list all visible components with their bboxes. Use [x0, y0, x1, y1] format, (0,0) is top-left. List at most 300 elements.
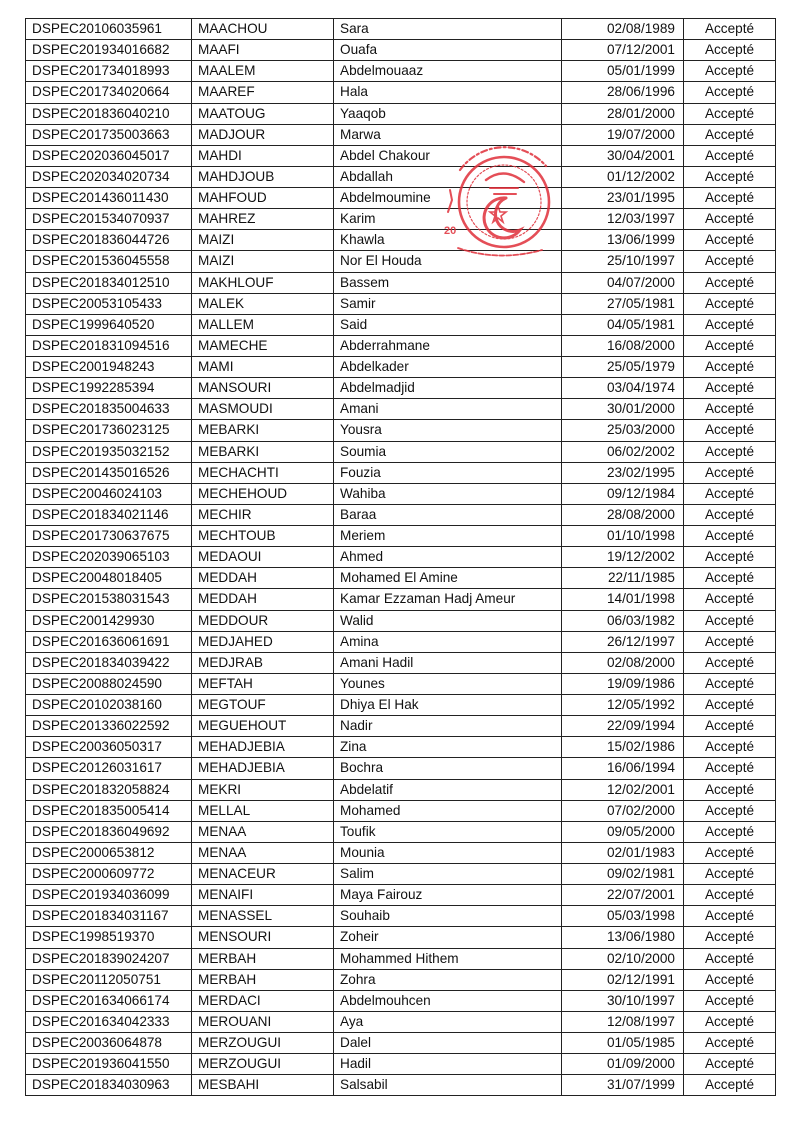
birth-date-cell: 02/01/1983: [562, 842, 684, 863]
candidate-id-cell: DSPEC201536045558: [26, 251, 192, 272]
birth-date-cell: 13/06/1999: [562, 230, 684, 251]
status-cell: Accepté: [684, 462, 776, 483]
birth-date-cell: 02/08/1989: [562, 19, 684, 40]
candidate-id-cell: DSPEC201735003663: [26, 124, 192, 145]
candidate-id-cell: DSPEC20112050751: [26, 969, 192, 990]
status-cell: Accepté: [684, 631, 776, 652]
birth-date-cell: 01/10/1998: [562, 526, 684, 547]
first-name-cell: Mohamed El Amine: [334, 568, 562, 589]
table-row: [26, 441, 776, 462]
first-name-cell: Said: [334, 314, 562, 335]
candidate-id-cell: DSPEC20088024590: [26, 673, 192, 694]
birth-date-cell: 16/08/2000: [562, 335, 684, 356]
status-cell: Accepté: [684, 40, 776, 61]
first-name-cell: Ouafa: [334, 40, 562, 61]
table-row: [26, 335, 776, 356]
table-row: [26, 695, 776, 716]
candidate-id-cell: DSPEC201835005414: [26, 800, 192, 821]
last-name-cell: MAMI: [192, 357, 334, 378]
birth-date-cell: 19/12/2002: [562, 547, 684, 568]
birth-date-cell: 04/05/1981: [562, 314, 684, 335]
last-name-cell: MAIZI: [192, 251, 334, 272]
birth-date-cell: 01/09/2000: [562, 1054, 684, 1075]
first-name-cell: Soumia: [334, 441, 562, 462]
stamp-year-text: 20: [444, 225, 457, 237]
status-cell: Accepté: [684, 293, 776, 314]
status-cell: Accepté: [684, 399, 776, 420]
table-row: [26, 779, 776, 800]
candidate-id-cell: DSPEC2000609772: [26, 864, 192, 885]
status-cell: Accepté: [684, 906, 776, 927]
birth-date-cell: 02/10/2000: [562, 948, 684, 969]
first-name-cell: Salim: [334, 864, 562, 885]
table-row: [26, 124, 776, 145]
table-row: [26, 547, 776, 568]
first-name-cell: Yaaqob: [334, 103, 562, 124]
candidate-id-cell: DSPEC20048018405: [26, 568, 192, 589]
table-row: [26, 483, 776, 504]
first-name-cell: Samir: [334, 293, 562, 314]
status-cell: Accepté: [684, 589, 776, 610]
status-cell: Accepté: [684, 1011, 776, 1032]
first-name-cell: Yousra: [334, 420, 562, 441]
first-name-cell: Nadir: [334, 716, 562, 737]
last-name-cell: MERBAH: [192, 948, 334, 969]
birth-date-cell: 30/04/2001: [562, 145, 684, 166]
last-name-cell: MAHDI: [192, 145, 334, 166]
birth-date-cell: 02/12/1991: [562, 969, 684, 990]
first-name-cell: Zohra: [334, 969, 562, 990]
table-row: [26, 504, 776, 525]
birth-date-cell: 15/02/1986: [562, 737, 684, 758]
birth-date-cell: 12/05/1992: [562, 695, 684, 716]
table-row: [26, 673, 776, 694]
candidate-id-cell: DSPEC202039065103: [26, 547, 192, 568]
birth-date-cell: 12/03/1997: [562, 209, 684, 230]
candidate-id-cell: DSPEC201836044726: [26, 230, 192, 251]
status-cell: Accepté: [684, 990, 776, 1011]
candidate-id-cell: DSPEC201935032152: [26, 441, 192, 462]
status-cell: Accepté: [684, 842, 776, 863]
last-name-cell: MESBAHI: [192, 1075, 334, 1096]
table-row: [26, 19, 776, 40]
table-row: [26, 145, 776, 166]
status-cell: Accepté: [684, 610, 776, 631]
candidate-id-cell: DSPEC201836040210: [26, 103, 192, 124]
status-cell: Accepté: [684, 188, 776, 209]
last-name-cell: MAAFI: [192, 40, 334, 61]
last-name-cell: MEDAOUI: [192, 547, 334, 568]
first-name-cell: Abdelmoumine: [334, 188, 562, 209]
table-row: [26, 821, 776, 842]
candidate-id-cell: DSPEC20126031617: [26, 758, 192, 779]
table-row: [26, 589, 776, 610]
candidate-id-cell: DSPEC20036050317: [26, 737, 192, 758]
first-name-cell: Nor El Houda: [334, 251, 562, 272]
first-name-cell: Amina: [334, 631, 562, 652]
candidate-id-cell: DSPEC201435016526: [26, 462, 192, 483]
status-cell: Accepté: [684, 885, 776, 906]
birth-date-cell: 02/08/2000: [562, 652, 684, 673]
status-cell: Accepté: [684, 716, 776, 737]
last-name-cell: MECHTOUB: [192, 526, 334, 547]
birth-date-cell: 23/02/1995: [562, 462, 684, 483]
birth-date-cell: 01/12/2002: [562, 166, 684, 187]
candidate-id-cell: DSPEC20106035961: [26, 19, 192, 40]
birth-date-cell: 09/12/1984: [562, 483, 684, 504]
table-row: [26, 209, 776, 230]
status-cell: Accepté: [684, 441, 776, 462]
first-name-cell: Fouzia: [334, 462, 562, 483]
status-cell: Accepté: [684, 1075, 776, 1096]
table-row: [26, 166, 776, 187]
last-name-cell: MEGTOUF: [192, 695, 334, 716]
first-name-cell: Amani Hadil: [334, 652, 562, 673]
first-name-cell: Dalel: [334, 1033, 562, 1054]
last-name-cell: MEGUEHOUT: [192, 716, 334, 737]
status-cell: Accepté: [684, 19, 776, 40]
last-name-cell: MALLEM: [192, 314, 334, 335]
first-name-cell: Abdelatif: [334, 779, 562, 800]
birth-date-cell: 31/07/1999: [562, 1075, 684, 1096]
birth-date-cell: 22/07/2001: [562, 885, 684, 906]
status-cell: Accepté: [684, 652, 776, 673]
last-name-cell: MEDDOUR: [192, 610, 334, 631]
last-name-cell: MEDDAH: [192, 568, 334, 589]
first-name-cell: Dhiya El Hak: [334, 695, 562, 716]
first-name-cell: Marwa: [334, 124, 562, 145]
birth-date-cell: 19/07/2000: [562, 124, 684, 145]
last-name-cell: MERDACI: [192, 990, 334, 1011]
birth-date-cell: 22/11/1985: [562, 568, 684, 589]
last-name-cell: MECHIR: [192, 504, 334, 525]
first-name-cell: Meriem: [334, 526, 562, 547]
last-name-cell: MAACHOU: [192, 19, 334, 40]
status-cell: Accepté: [684, 82, 776, 103]
last-name-cell: MENAIFI: [192, 885, 334, 906]
table-row: [26, 357, 776, 378]
first-name-cell: Bochra: [334, 758, 562, 779]
candidate-id-cell: DSPEC201736023125: [26, 420, 192, 441]
status-cell: Accepté: [684, 378, 776, 399]
table-row: [26, 230, 776, 251]
table-row: [26, 61, 776, 82]
first-name-cell: Abdelmouhcen: [334, 990, 562, 1011]
last-name-cell: MENSOURI: [192, 927, 334, 948]
last-name-cell: MAATOUG: [192, 103, 334, 124]
table-row: [26, 40, 776, 61]
table-row: [26, 188, 776, 209]
candidate-id-cell: DSPEC1992285394: [26, 378, 192, 399]
candidate-id-cell: DSPEC201832058824: [26, 779, 192, 800]
last-name-cell: MENASSEL: [192, 906, 334, 927]
results-table-body: [26, 19, 776, 1096]
status-cell: Accepté: [684, 927, 776, 948]
status-cell: Accepté: [684, 61, 776, 82]
status-cell: Accepté: [684, 737, 776, 758]
table-row: [26, 631, 776, 652]
status-cell: Accepté: [684, 483, 776, 504]
status-cell: Accepté: [684, 821, 776, 842]
last-name-cell: MAHDJOUB: [192, 166, 334, 187]
status-cell: Accepté: [684, 209, 776, 230]
status-cell: Accepté: [684, 124, 776, 145]
birth-date-cell: 19/09/1986: [562, 673, 684, 694]
candidate-id-cell: DSPEC201436011430: [26, 188, 192, 209]
first-name-cell: Souhaib: [334, 906, 562, 927]
birth-date-cell: 09/05/2000: [562, 821, 684, 842]
table-row: [26, 293, 776, 314]
last-name-cell: MEDDAH: [192, 589, 334, 610]
first-name-cell: Abdelmouaaz: [334, 61, 562, 82]
first-name-cell: Younes: [334, 673, 562, 694]
first-name-cell: Maya Fairouz: [334, 885, 562, 906]
table-row: [26, 800, 776, 821]
last-name-cell: MAKHLOUF: [192, 272, 334, 293]
first-name-cell: Bassem: [334, 272, 562, 293]
first-name-cell: Baraa: [334, 504, 562, 525]
candidate-id-cell: DSPEC20036064878: [26, 1033, 192, 1054]
candidate-id-cell: DSPEC201831094516: [26, 335, 192, 356]
candidate-id-cell: DSPEC201834030963: [26, 1075, 192, 1096]
last-name-cell: MASMOUDI: [192, 399, 334, 420]
candidate-id-cell: DSPEC201636061691: [26, 631, 192, 652]
candidate-id-cell: DSPEC1998519370: [26, 927, 192, 948]
birth-date-cell: 01/05/1985: [562, 1033, 684, 1054]
candidate-id-cell: DSPEC201538031543: [26, 589, 192, 610]
first-name-cell: Hala: [334, 82, 562, 103]
last-name-cell: MEDJAHED: [192, 631, 334, 652]
last-name-cell: MADJOUR: [192, 124, 334, 145]
status-cell: Accepté: [684, 948, 776, 969]
last-name-cell: MEBARKI: [192, 420, 334, 441]
first-name-cell: Mohammed Hithem: [334, 948, 562, 969]
candidate-id-cell: DSPEC201836049692: [26, 821, 192, 842]
last-name-cell: MECHACHTI: [192, 462, 334, 483]
birth-date-cell: 16/06/1994: [562, 758, 684, 779]
table-row: [26, 526, 776, 547]
table-row: [26, 758, 776, 779]
status-cell: Accepté: [684, 1033, 776, 1054]
last-name-cell: MAHFOUD: [192, 188, 334, 209]
table-row: [26, 652, 776, 673]
table-row: [26, 1033, 776, 1054]
status-cell: Accepté: [684, 800, 776, 821]
last-name-cell: MENACEUR: [192, 864, 334, 885]
birth-date-cell: 23/01/1995: [562, 188, 684, 209]
status-cell: Accepté: [684, 568, 776, 589]
table-row: [26, 906, 776, 927]
table-row: [26, 969, 776, 990]
first-name-cell: Hadil: [334, 1054, 562, 1075]
candidate-id-cell: DSPEC201834021146: [26, 504, 192, 525]
first-name-cell: Aya: [334, 1011, 562, 1032]
first-name-cell: Salsabil: [334, 1075, 562, 1096]
birth-date-cell: 07/12/2001: [562, 40, 684, 61]
first-name-cell: Wahiba: [334, 483, 562, 504]
table-row: [26, 103, 776, 124]
first-name-cell: Abderrahmane: [334, 335, 562, 356]
table-row: [26, 1011, 776, 1032]
candidate-id-cell: DSPEC201734020664: [26, 82, 192, 103]
birth-date-cell: 07/02/2000: [562, 800, 684, 821]
last-name-cell: MERBAH: [192, 969, 334, 990]
candidate-id-cell: DSPEC201936041550: [26, 1054, 192, 1075]
first-name-cell: Karim: [334, 209, 562, 230]
birth-date-cell: 28/01/2000: [562, 103, 684, 124]
last-name-cell: MEDJRAB: [192, 652, 334, 673]
last-name-cell: MAHREZ: [192, 209, 334, 230]
birth-date-cell: 03/04/1974: [562, 378, 684, 399]
first-name-cell: Zina: [334, 737, 562, 758]
birth-date-cell: 28/06/1996: [562, 82, 684, 103]
table-row: [26, 420, 776, 441]
last-name-cell: MAALEM: [192, 61, 334, 82]
status-cell: Accepté: [684, 969, 776, 990]
first-name-cell: Mohamed: [334, 800, 562, 821]
first-name-cell: Zoheir: [334, 927, 562, 948]
birth-date-cell: 06/03/1982: [562, 610, 684, 631]
table-row: [26, 716, 776, 737]
birth-date-cell: 06/02/2002: [562, 441, 684, 462]
table-row: [26, 610, 776, 631]
status-cell: Accepté: [684, 145, 776, 166]
candidate-id-cell: DSPEC20046024103: [26, 483, 192, 504]
first-name-cell: Kamar Ezzaman Hadj Ameur: [334, 589, 562, 610]
status-cell: Accepté: [684, 103, 776, 124]
birth-date-cell: 25/10/1997: [562, 251, 684, 272]
status-cell: Accepté: [684, 335, 776, 356]
last-name-cell: MENAA: [192, 842, 334, 863]
status-cell: Accepté: [684, 230, 776, 251]
status-cell: Accepté: [684, 504, 776, 525]
last-name-cell: MECHEHOUD: [192, 483, 334, 504]
status-cell: Accepté: [684, 166, 776, 187]
table-row: [26, 885, 776, 906]
candidate-id-cell: DSPEC201336022592: [26, 716, 192, 737]
birth-date-cell: 26/12/1997: [562, 631, 684, 652]
last-name-cell: MELLAL: [192, 800, 334, 821]
candidate-id-cell: DSPEC201730637675: [26, 526, 192, 547]
last-name-cell: MEFTAH: [192, 673, 334, 694]
last-name-cell: MAMECHE: [192, 335, 334, 356]
candidate-id-cell: DSPEC201934036099: [26, 885, 192, 906]
candidate-id-cell: DSPEC201839024207: [26, 948, 192, 969]
candidate-id-cell: DSPEC202034020734: [26, 166, 192, 187]
candidate-id-cell: DSPEC201634042333: [26, 1011, 192, 1032]
last-name-cell: MAAREF: [192, 82, 334, 103]
first-name-cell: Abdelmadjid: [334, 378, 562, 399]
table-row: [26, 462, 776, 483]
candidate-id-cell: DSPEC201934016682: [26, 40, 192, 61]
candidate-id-cell: DSPEC202036045017: [26, 145, 192, 166]
first-name-cell: Khawla: [334, 230, 562, 251]
table-row: [26, 251, 776, 272]
first-name-cell: Amani: [334, 399, 562, 420]
candidate-id-cell: DSPEC201534070937: [26, 209, 192, 230]
table-row: [26, 948, 776, 969]
status-cell: Accepté: [684, 779, 776, 800]
first-name-cell: Abdel Chakour: [334, 145, 562, 166]
status-cell: Accepté: [684, 357, 776, 378]
last-name-cell: MEKRI: [192, 779, 334, 800]
birth-date-cell: 13/06/1980: [562, 927, 684, 948]
status-cell: Accepté: [684, 272, 776, 293]
first-name-cell: Abdallah: [334, 166, 562, 187]
table-row: [26, 927, 776, 948]
last-name-cell: MERZOUGUI: [192, 1054, 334, 1075]
table-row: [26, 82, 776, 103]
table-row: [26, 272, 776, 293]
first-name-cell: Mounia: [334, 842, 562, 863]
candidate-id-cell: DSPEC1999640520: [26, 314, 192, 335]
status-cell: Accepté: [684, 547, 776, 568]
birth-date-cell: 04/07/2000: [562, 272, 684, 293]
status-cell: Accepté: [684, 314, 776, 335]
status-cell: Accepté: [684, 673, 776, 694]
results-table: [25, 18, 776, 1096]
candidate-id-cell: DSPEC2000653812: [26, 842, 192, 863]
last-name-cell: MERZOUGUI: [192, 1033, 334, 1054]
table-row: [26, 314, 776, 335]
first-name-cell: Walid: [334, 610, 562, 631]
birth-date-cell: 05/01/1999: [562, 61, 684, 82]
status-cell: Accepté: [684, 695, 776, 716]
first-name-cell: Toufik: [334, 821, 562, 842]
candidate-id-cell: DSPEC20102038160: [26, 695, 192, 716]
status-cell: Accepté: [684, 251, 776, 272]
birth-date-cell: 12/08/1997: [562, 1011, 684, 1032]
table-row: [26, 737, 776, 758]
birth-date-cell: 25/03/2000: [562, 420, 684, 441]
candidate-id-cell: DSPEC201734018993: [26, 61, 192, 82]
birth-date-cell: 30/01/2000: [562, 399, 684, 420]
birth-date-cell: 14/01/1998: [562, 589, 684, 610]
candidate-id-cell: DSPEC201834012510: [26, 272, 192, 293]
table-row: [26, 842, 776, 863]
candidate-id-cell: DSPEC201835004633: [26, 399, 192, 420]
status-cell: Accepté: [684, 864, 776, 885]
last-name-cell: MAIZI: [192, 230, 334, 251]
candidate-id-cell: DSPEC201834031167: [26, 906, 192, 927]
table-row: [26, 990, 776, 1011]
birth-date-cell: 12/02/2001: [562, 779, 684, 800]
candidate-id-cell: DSPEC2001948243: [26, 357, 192, 378]
status-cell: Accepté: [684, 420, 776, 441]
first-name-cell: Sara: [334, 19, 562, 40]
last-name-cell: MEHADJEBIA: [192, 737, 334, 758]
birth-date-cell: 22/09/1994: [562, 716, 684, 737]
table-row: [26, 378, 776, 399]
candidate-id-cell: DSPEC20053105433: [26, 293, 192, 314]
table-row: [26, 1075, 776, 1096]
first-name-cell: Ahmed: [334, 547, 562, 568]
candidate-id-cell: DSPEC2001429930: [26, 610, 192, 631]
last-name-cell: MEBARKI: [192, 441, 334, 462]
birth-date-cell: 25/05/1979: [562, 357, 684, 378]
first-name-cell: Abdelkader: [334, 357, 562, 378]
birth-date-cell: 09/02/1981: [562, 864, 684, 885]
candidate-id-cell: DSPEC201634066174: [26, 990, 192, 1011]
last-name-cell: MANSOURI: [192, 378, 334, 399]
candidate-id-cell: DSPEC201834039422: [26, 652, 192, 673]
birth-date-cell: 05/03/1998: [562, 906, 684, 927]
last-name-cell: MEHADJEBIA: [192, 758, 334, 779]
status-cell: Accepté: [684, 1054, 776, 1075]
results-sheet: [25, 18, 776, 1096]
birth-date-cell: 27/05/1981: [562, 293, 684, 314]
birth-date-cell: 28/08/2000: [562, 504, 684, 525]
